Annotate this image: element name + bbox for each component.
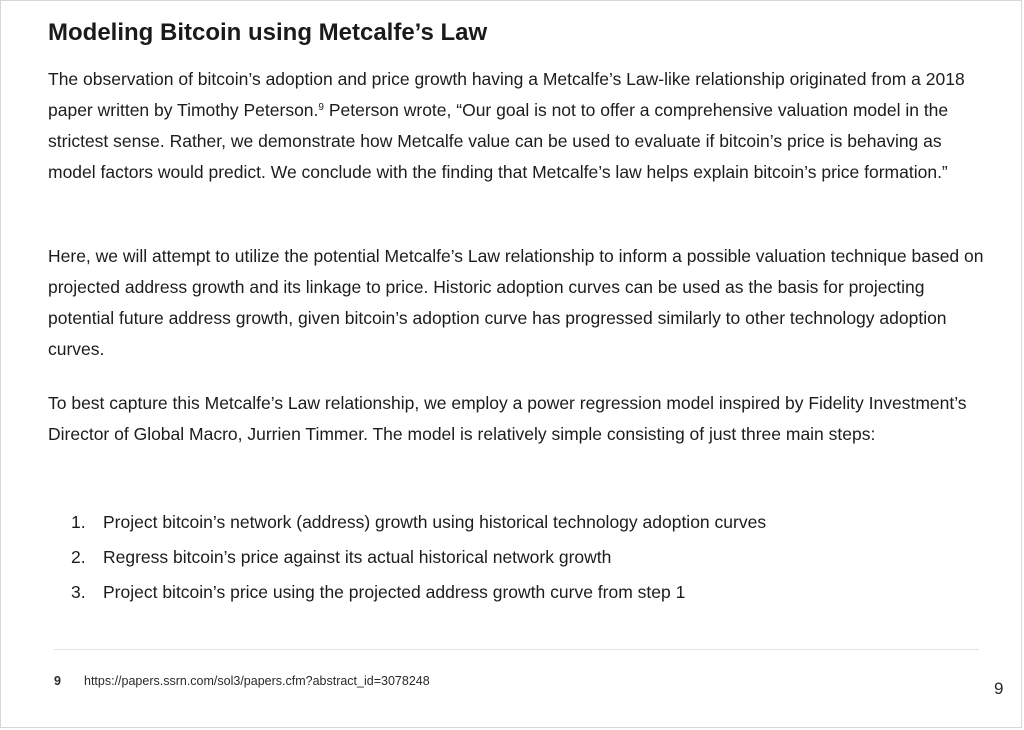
steps-list (71, 507, 766, 612)
paragraph-peterson (48, 64, 988, 188)
footnote-reference[interactable]: 9 (318, 102, 324, 113)
list-item (71, 577, 766, 612)
footnote-link[interactable]: https://papers.ssrn.com/sol3/papers.cfm?abstract_id=3078248 (84, 674, 430, 688)
paragraph-text: Peterson wrote, “Our goal is not to offer a comprehensive valuation model in the strictest sense. Rather, we demonstrate how Metcalfe value can be used to evaluate if bitcoin’s price is behaving as model factors would predict. We conclude with the finding that Metcalfe’s law helps explain bitcoin’s price formation.” (48, 100, 949, 182)
list-item-text: Regress bitcoin’s price against its actual historical network growth (103, 547, 612, 567)
list-item-text: Project bitcoin’s price using the projected address growth curve from step 1 (103, 582, 686, 602)
page-number: 9 (994, 679, 1004, 698)
list-item (71, 507, 766, 542)
list-item-text: Project bitcoin’s network (address) growth using historical technology adoption curves (103, 512, 767, 532)
paragraph-regression: To best capture this Metcalfe’s Law relationship, we employ a power regression model inspired by Fidelity Investment’s Director of Global Macro, Jurrien Timmer. The model is relatively simple consisting of just three main steps: (48, 393, 967, 444)
footnote-number: 9 (54, 674, 61, 688)
paragraph-text: The observation of bitcoin’s adoption and price growth having a Metcalfe’s Law-like relationship originated from a 2018 paper written by Timothy Peterson. (48, 69, 965, 120)
footnote (54, 674, 430, 688)
list-item-number: 3. (71, 582, 86, 602)
page-title: Modeling Bitcoin using Metcalfe’s Law (48, 19, 488, 46)
footnote-divider (54, 649, 979, 650)
list-item-number: 2. (71, 547, 86, 567)
list-item (71, 542, 766, 577)
paragraph-valuation: Here, we will attempt to utilize the potential Metcalfe’s Law relationship to inform a possible valuation technique based on projected address growth and its linkage to price. Historic adoption curves can be used as the basis for projecting potential future address growth, given bitcoin’s adoption curve has progressed similarly to other technology adoption curves. (48, 246, 984, 359)
list-item-number: 1. (71, 512, 86, 532)
